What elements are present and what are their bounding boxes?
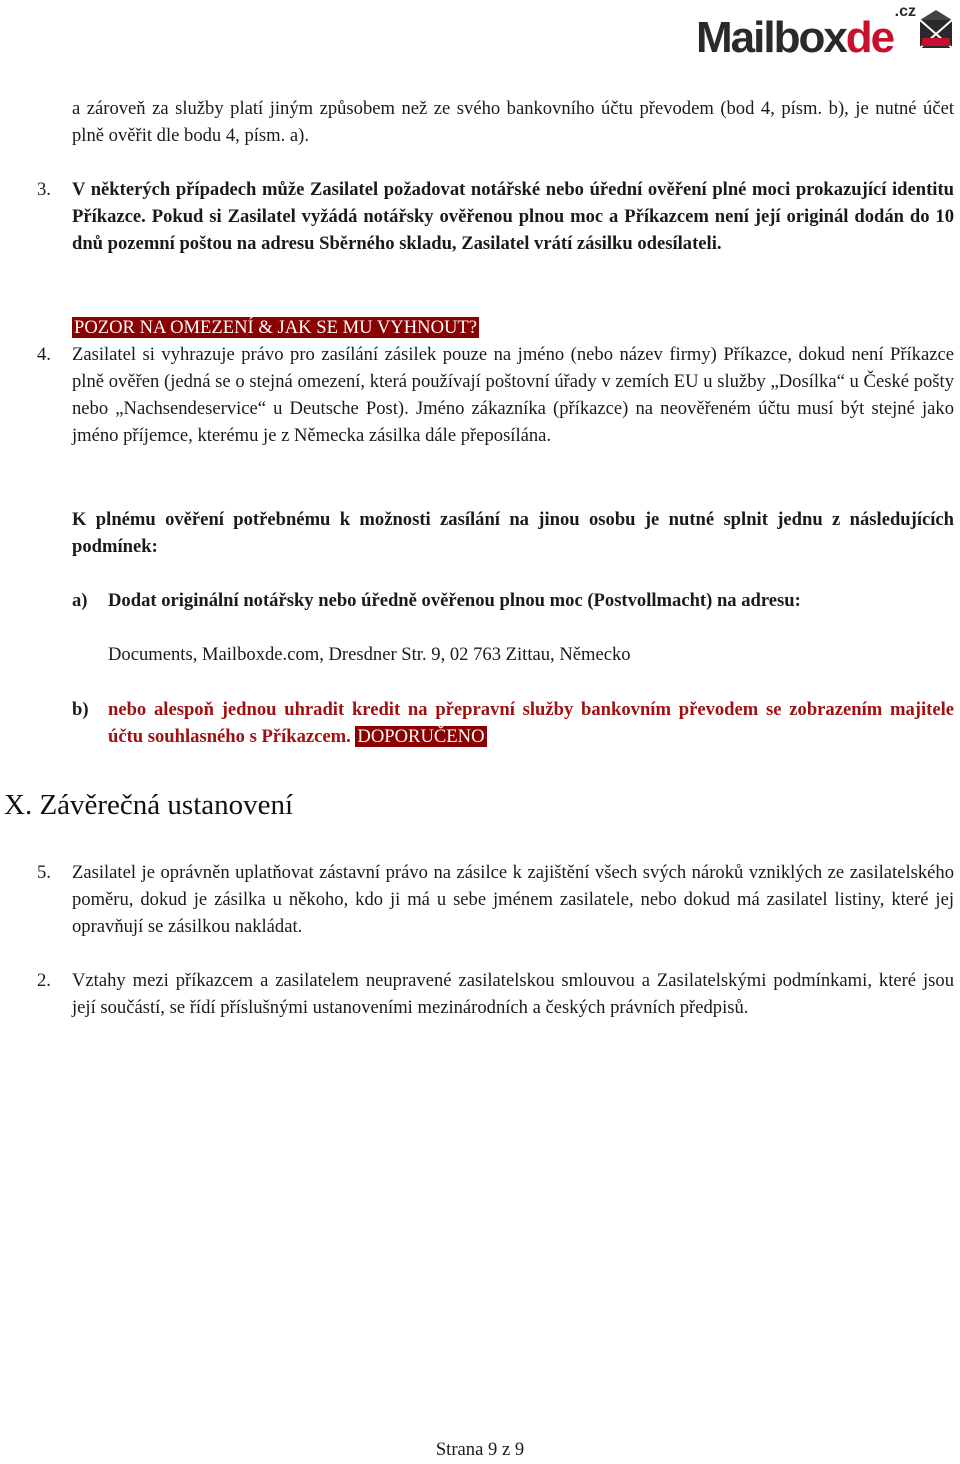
item-3-text: V některých případech může Zasilatel požadovat notářské nebo úřední ověření plné moci prokazující identitu Příkazce. Pokud si Zasilatel vyžádá notářsky ověřenou plnou moc a Příkazcem není její originál dodán do 10 dnů pozemní poštou na adresu Sběrného skladu, Zasilatel vrátí zásilku odesílateli. bbox=[72, 179, 954, 254]
option-a-marker: a) bbox=[72, 590, 88, 611]
page-number: Strana 9 z 9 bbox=[435, 1439, 525, 1460]
item-5-text: Zasilatel je oprávněn uplatňovat zástavní právo na zásilce k zajištění všech svých nároků vzniklých ze zasilatelského poměru, dokud je zásilka u někoho, kdo ji má u sebe jménem zasilatele, nebo dokud má zasilatel listiny, které jej opravňují se zásilkou nakládat. bbox=[72, 862, 954, 937]
option-b-marker: b) bbox=[72, 699, 89, 720]
logo-suffix: .cz bbox=[894, 3, 916, 20]
mailboxde-logo bbox=[694, 4, 956, 64]
verification-heading: K plnému ověření potřebnému k možnosti zasílání na jinou osobu je nutné splnit jednu z následujících podmínek: bbox=[72, 509, 954, 557]
option-a-text: Dodat originální notářsky nebo úředně ověřenou plnou moc (Postvollmacht) na adresu: bbox=[108, 590, 801, 611]
warning-banner bbox=[72, 314, 479, 341]
option-a-address: Documents, Mailboxde.com, Dresdner Str. 9, 02 763 Zittau, Německo bbox=[108, 644, 631, 665]
section-x-title: X. Závěrečná ustanovení bbox=[4, 789, 294, 821]
warning-text: POZOR NA OMEZENÍ & JAK SE MU VYHNOUT? bbox=[74, 317, 478, 338]
recommended-badge: DOPORUČENO bbox=[357, 726, 485, 747]
item-2-number: 2. bbox=[37, 970, 51, 991]
item-4-text: Zasilatel si vyhrazuje právo pro zasílání zásilek pouze na jméno (nebo název firmy) Příkazce, dokud není Příkazce plně ověřen (jedná se o stejná omezení, která používají poštovní úřady v zemích EU u služby „Dosílka“ u České pošty nebo „Nachsendeservice“ u Deutsche Post). Jméno zákazníka (příkazce) na neověřeném účtu musí být stejné jako jméno příjemce, kterému je z Německa zásilka dále přeposílána. bbox=[72, 344, 954, 446]
logo-box-icon bbox=[918, 8, 954, 52]
logo-wordmark: Mailboxde bbox=[696, 13, 894, 62]
intro-paragraph: a zároveň za služby platí jiným způsobem než ze svého bankovního účtu převodem (bod 4, písm. b), je nutné účet plně ověřit dle bodu 4, písm. a). bbox=[72, 98, 954, 146]
option-b-paragraph bbox=[108, 696, 954, 750]
option-b-text: nebo alespoň jednou uhradit kredit na přepravní služby bankovním převodem se zobrazením majitele účtu souhlasného s Příkazcem. bbox=[108, 699, 954, 747]
item-5-number: 5. bbox=[37, 862, 51, 883]
item-4-number: 4. bbox=[37, 344, 51, 365]
item-3-number: 3. bbox=[37, 179, 51, 200]
item-2-text: Vztahy mezi příkazcem a zasilatelem neupravené zasilatelskou smlouvou a Zasilatelskými podmínkami, které jsou její součástí, se řídí příslušnými ustanoveními mezinárodních a českých právních předpisů. bbox=[72, 970, 954, 1018]
